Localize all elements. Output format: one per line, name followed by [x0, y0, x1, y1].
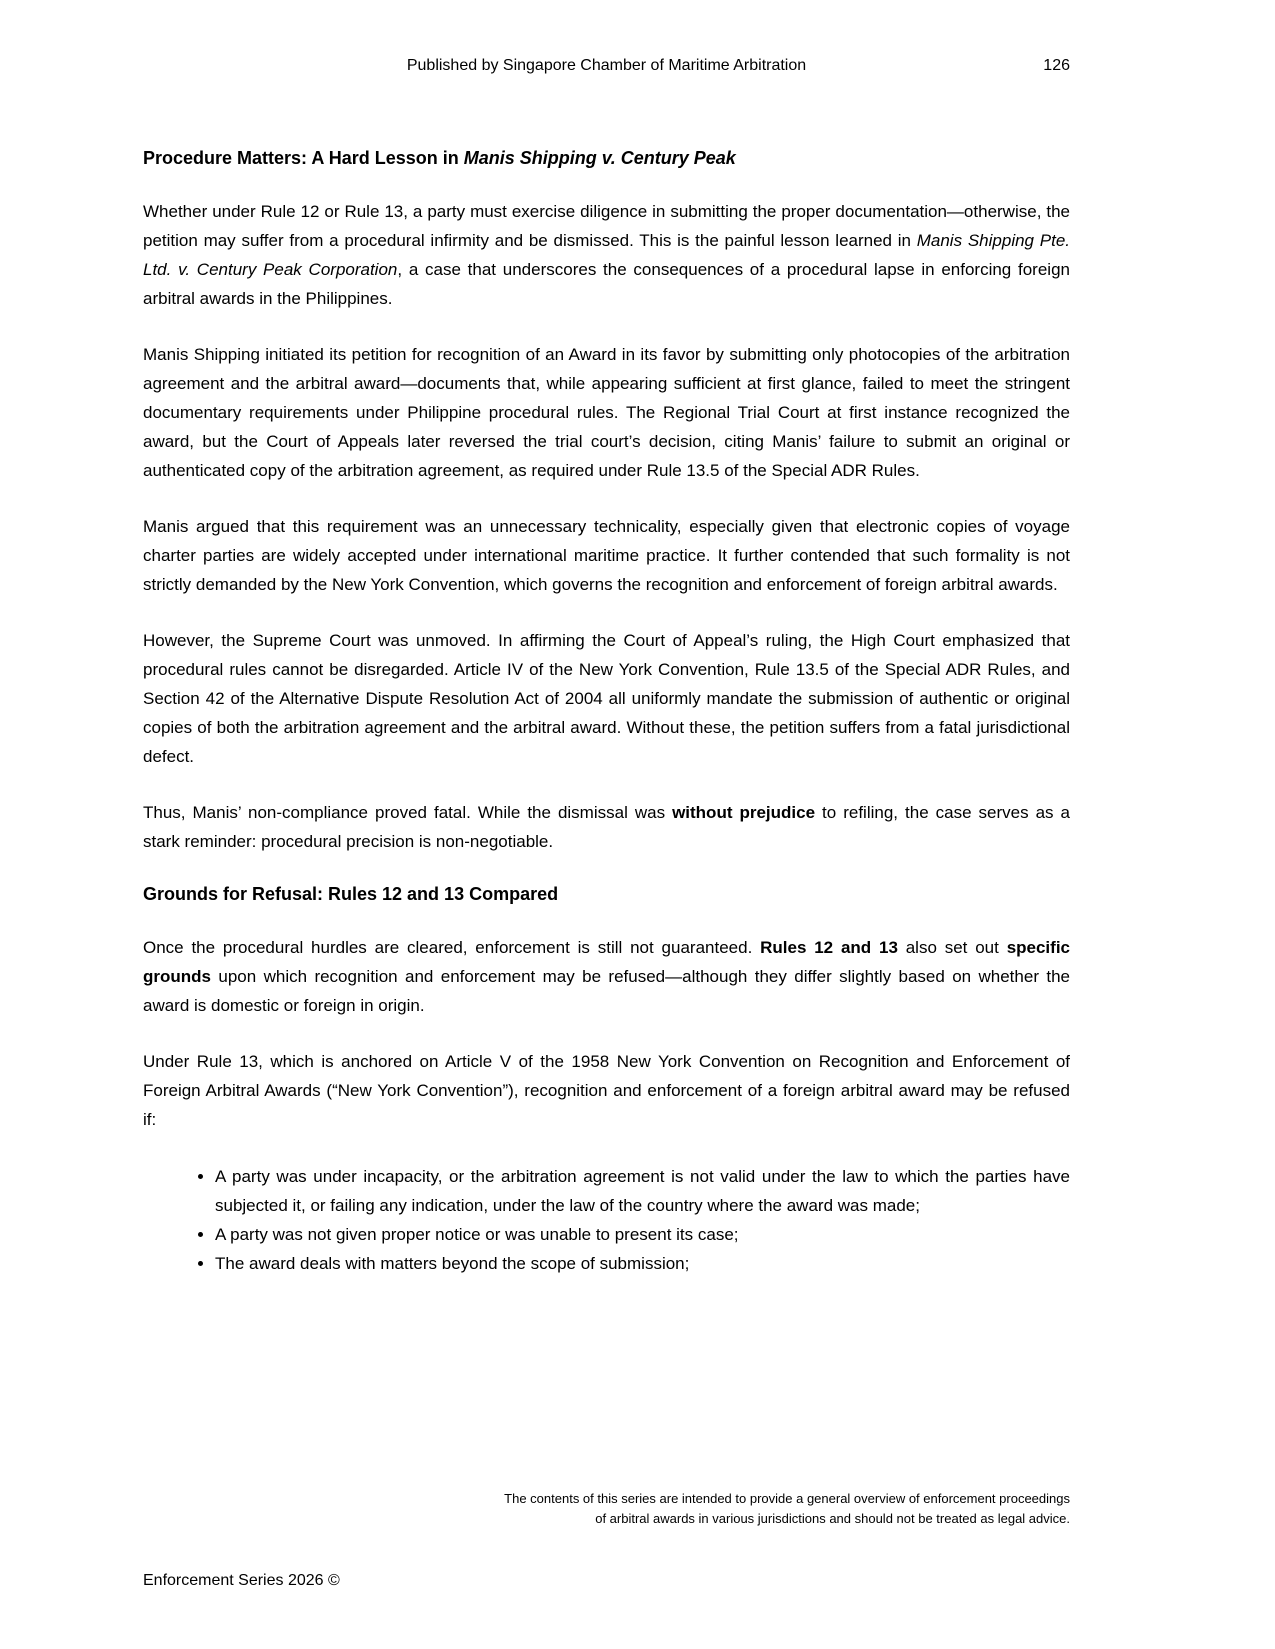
heading-grounds-for-refusal: Grounds for Refusal: Rules 12 and 13 Compared: [143, 884, 559, 904]
paragraph-rule-diligence: Whether under Rule 12 or Rule 13, a party must exercise diligence in submitting the proper documentation—otherwise, the petition may suffer from a procedural infirmity and be dismissed. This is the painful lesson learned in Manis Shipping Pte. Ltd. v. Century Peak Corporation, a case that underscores the consequences of a procedural lapse in enforcing foreign arbitral awards in the Philippines.: [143, 202, 1070, 308]
list-item-incapacity: • A party was under incapacity, or the arbitration agreement is not valid under the law to which the parties have subjected it, or failing any indication, under the law of the country where the award was made;: [215, 1162, 1070, 1220]
heading-procedure-matters: Procedure Matters: A Hard Lesson in Manis Shipping v. Century Peak: [143, 148, 736, 168]
list-item-beyond-scope: • The award deals with matters beyond the scope of submission;: [215, 1249, 1070, 1278]
page-number: 126: [1043, 57, 1070, 74]
disclaimer-line: The contents of this series are intended to provide a general overview of enforcement proceedings: [504, 1491, 1070, 1506]
page-content: [143, 55, 1070, 1278]
footer-disclaimer: [370, 1489, 1070, 1529]
published-by-text: Published by Singapore Chamber of Maritime Arbitration: [406, 57, 807, 74]
paragraph-supreme-court: However, the Supreme Court was unmoved. In affirming the Court of Appeal’s ruling, the High Court emphasized that procedural rules cannot be disregarded. Article IV of the New York Convention, Rule 13.5 of the Special ADR Rules, and Section 42 of the Alternative Dispute Resolution Act of 2004 all uniformly mandate the submission of authentic or original copies of both the arbitration agreement and the arbitral award. Without these, the petition suffers from a fatal jurisdictional defect.: [143, 631, 1070, 766]
paragraph-non-compliance: Thus, Manis’ non-compliance proved fatal. While the dismissal was without prejudice to refiling, the case serves as a stark reminder: procedural precision is non-negotiable.: [143, 803, 1071, 851]
disclaimer-line: of arbitral awards in various jurisdictions and should not be treated as legal advice.: [595, 1511, 1070, 1526]
list-item-proper-notice: • A party was not given proper notice or was unable to present its case;: [215, 1220, 1070, 1249]
paragraph-procedural-hurdles: Once the procedural hurdles are cleared, enforcement is still not guaranteed. Rules 12 and 13 also set out specific grounds upon which recognition and enforcement may be refused—although they differ slightly based on whether the award is domestic or foreign in origin.: [143, 938, 1070, 1015]
page-header: [143, 55, 1070, 76]
refusal-grounds-list: [143, 1162, 1070, 1278]
paragraph-manis-petition: Manis Shipping initiated its petition for recognition of an Award in its favor by submitting only photocopies of the arbitration agreement and the arbitral award—documents that, while appearing sufficient at first glance, failed to meet the stringent documentary requirements under Philippine procedural rules. The Regional Trial Court at first instance recognized the award, but the Court of Appeals later reversed the trial court’s decision, citing Manis’ failure to submit an original or authenticated copy of the arbitration agreement, as required under Rule 13.5 of the Special ADR Rules.: [143, 345, 1070, 480]
paragraph-under-rule-13: Under Rule 13, which is anchored on Article V of the 1958 New York Convention on Recognition and Enforcement of Foreign Arbitral Awards (“New York Convention”), recognition and enforcement of a foreign arbitral award may be refused if:: [143, 1052, 1070, 1129]
footer-copyright: Enforcement Series 2026 ©: [143, 1572, 340, 1589]
paragraph-manis-argument: Manis argued that this requirement was an unnecessary technicality, especially given that electronic copies of voyage charter parties are widely accepted under international maritime practice. It further contended that such formality is not strictly demanded by the New York Convention, which governs the recognition and enforcement of foreign arbitral awards.: [143, 517, 1070, 594]
